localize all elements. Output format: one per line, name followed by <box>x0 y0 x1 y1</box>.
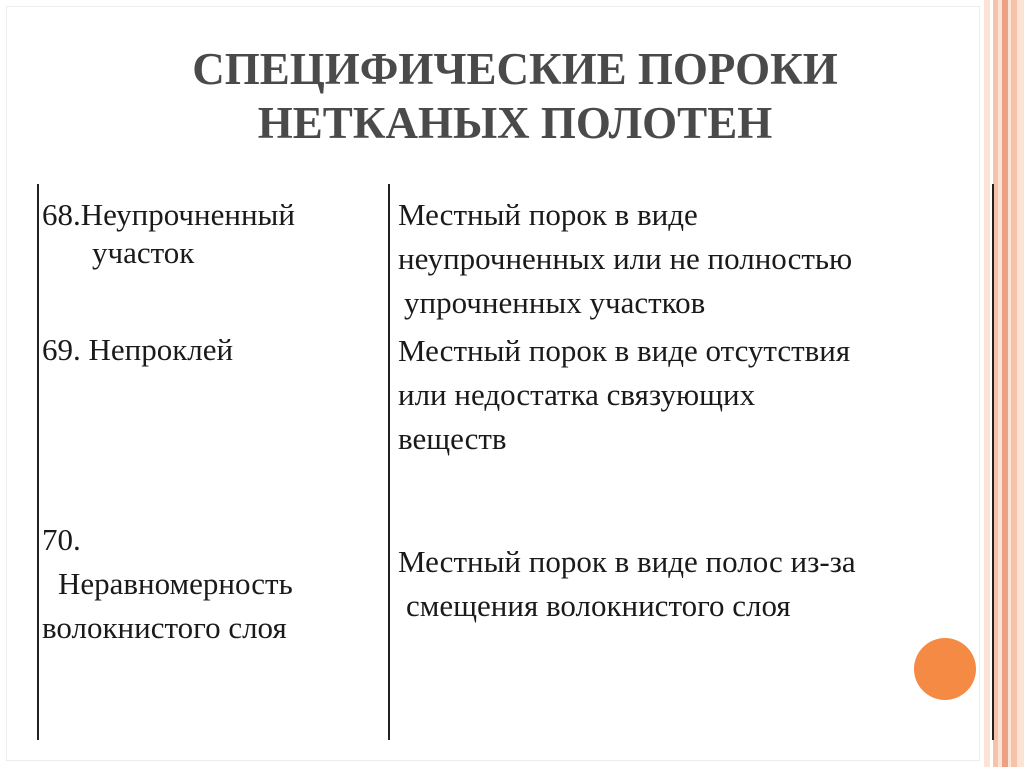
description-line: веществ <box>398 421 507 456</box>
description-line: упрочненных участков <box>404 285 706 320</box>
defect-description-69 <box>398 329 850 461</box>
term-line: 70. <box>42 522 81 557</box>
title-line-2: НЕТКАНЫХ ПОЛОТЕН <box>257 98 773 148</box>
term-line: Неравномерность <box>58 566 293 601</box>
decorative-stripes <box>984 0 1024 767</box>
accent-dot <box>914 638 976 700</box>
title-line-1: СПЕЦИФИЧЕСКИЕ ПОРОКИ <box>192 44 838 94</box>
description-line: Местный порок в виде отсутствия <box>398 333 851 368</box>
term-line: участок <box>92 235 195 270</box>
term-line: 68.Неупрочненный <box>42 197 295 232</box>
defect-description-68 <box>398 193 852 325</box>
defect-description-70 <box>398 540 856 628</box>
description-line: Местный порок в виде полос из-за <box>398 544 856 579</box>
defect-term-69 <box>42 331 233 369</box>
term-line: 69. Непроклей <box>42 332 234 367</box>
description-line: или недостатка связующих <box>398 377 756 412</box>
defect-term-68 <box>42 196 295 272</box>
page-title <box>150 42 880 150</box>
defect-term-70 <box>42 518 293 650</box>
table-rule-middle <box>388 184 390 740</box>
description-line: Местный порок в виде <box>398 197 698 232</box>
description-line: неупрочненных или не полностью <box>398 241 853 276</box>
term-line: волокнистого слоя <box>42 610 287 645</box>
table-rule-left <box>37 184 39 740</box>
description-line: смещения волокнистого слоя <box>406 588 791 623</box>
table-rule-right <box>992 184 994 740</box>
